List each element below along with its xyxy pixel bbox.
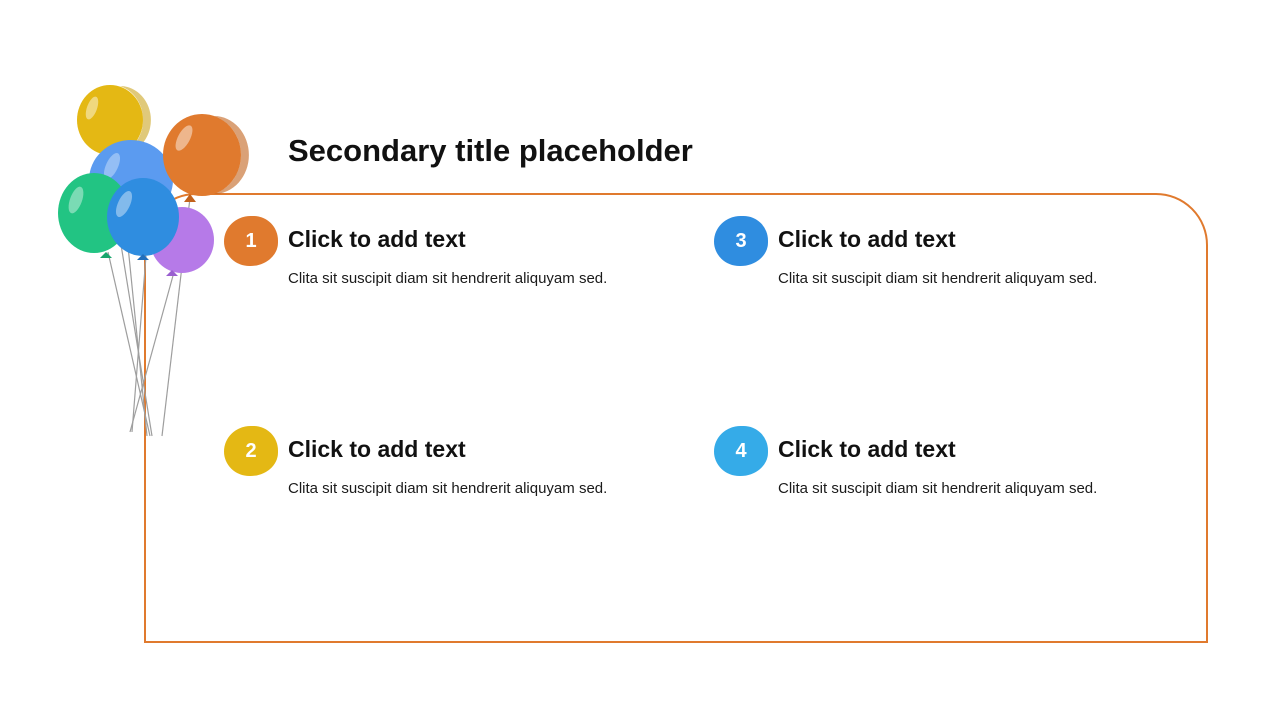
- item-heading-3[interactable]: Click to add text: [778, 226, 956, 252]
- list-item-2: [224, 426, 664, 516]
- balloons-icon: [0, 0, 260, 450]
- item-body-4[interactable]: Clita sit suscipit diam sit hendrerit aliquyam sed.: [778, 480, 1098, 497]
- item-heading-1[interactable]: Click to add text: [288, 226, 466, 252]
- list-item-1: [224, 216, 664, 306]
- number-badge-2: 2: [224, 426, 278, 476]
- item-heading-2[interactable]: Click to add text: [288, 436, 466, 462]
- list-item-4: [714, 426, 1154, 516]
- list-item-3: [714, 216, 1154, 306]
- item-heading-4[interactable]: Click to add text: [778, 436, 956, 462]
- item-body-3[interactable]: Clita sit suscipit diam sit hendrerit aliquyam sed.: [778, 270, 1098, 287]
- number-badge-1: 1: [224, 216, 278, 266]
- number-badge-3: 3: [714, 216, 768, 266]
- slide-title[interactable]: Secondary title placeholder: [288, 133, 693, 168]
- item-body-2[interactable]: Clita sit suscipit diam sit hendrerit aliquyam sed.: [288, 480, 608, 497]
- item-body-1[interactable]: Clita sit suscipit diam sit hendrerit aliquyam sed.: [288, 270, 608, 287]
- balloon-orange: [163, 114, 249, 202]
- number-badge-4: 4: [714, 426, 768, 476]
